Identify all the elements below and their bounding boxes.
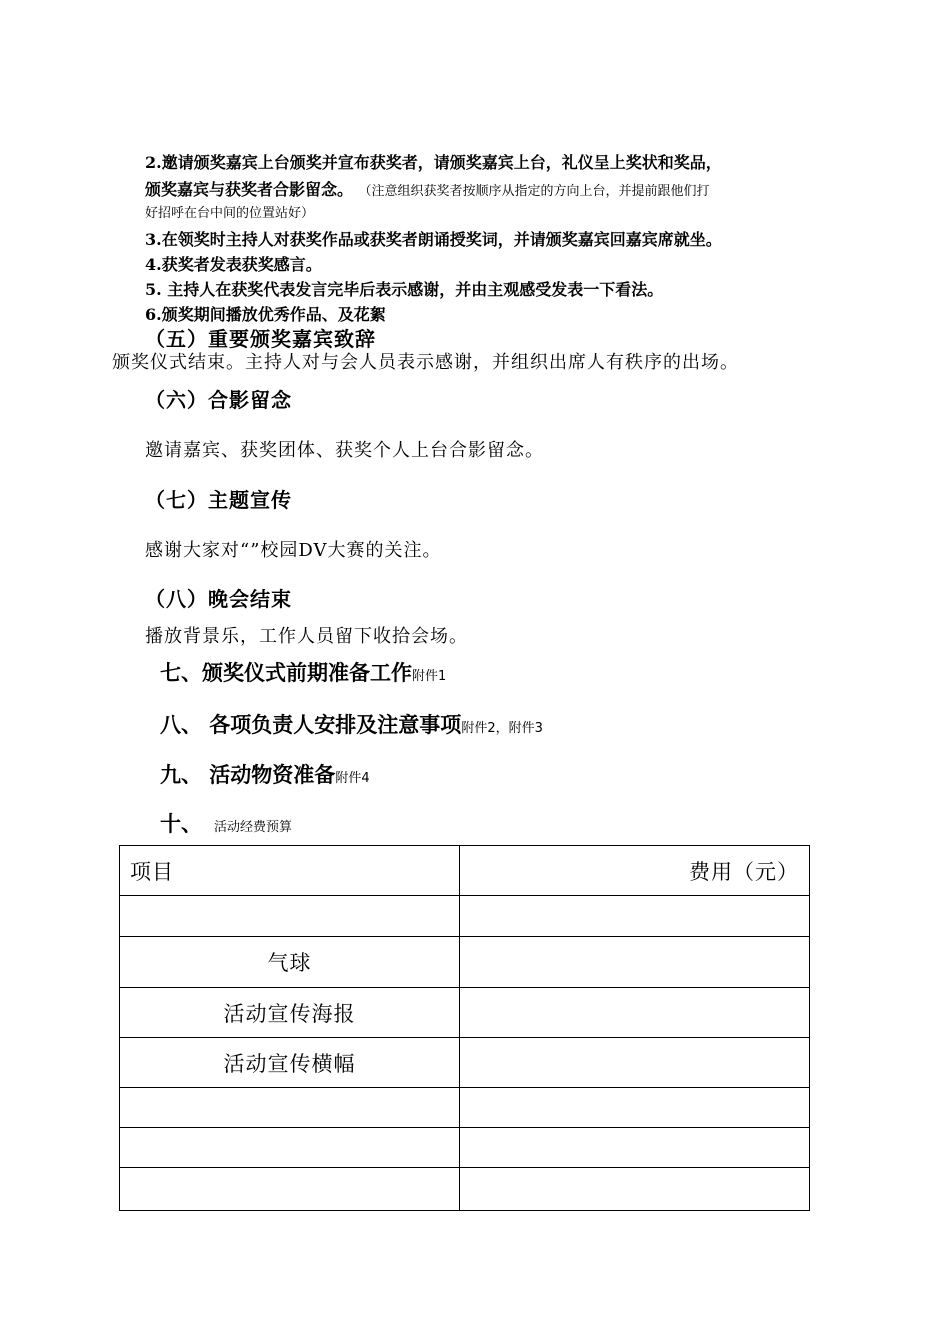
chapter-8-title: 八、 各项负责人安排及注意事项 xyxy=(160,713,462,737)
section-8-body: 播放背景乐，工作人员留下收拾会场。 xyxy=(145,626,468,647)
chapter-7-title: 七、颁奖仪式前期准备工作 xyxy=(160,661,412,685)
row-cost xyxy=(460,1128,810,1168)
header-item: 项目 xyxy=(120,846,460,896)
table-row xyxy=(120,1168,810,1211)
row-cost xyxy=(460,896,810,937)
section-7-title: （七）主题宣传 xyxy=(145,488,292,512)
table-row xyxy=(120,988,810,1038)
section-5-title: （五）重要颁奖嘉宾致辞 xyxy=(145,327,376,351)
section-6-title: （六）合影留念 xyxy=(145,388,292,412)
table-row xyxy=(120,896,810,937)
chapter-8 xyxy=(160,709,543,739)
step-2-line-1: 2.邀请颁奖嘉宾上台颁奖并宣布获奖者，请颁奖嘉宾上台，礼仪呈上奖状和奖品， xyxy=(145,153,722,172)
step-6: 6.颁奖期间播放优秀作品、及花絮 xyxy=(145,305,386,324)
row-cost xyxy=(460,1168,810,1211)
section-7-body: 感谢大家对“”校园DV大赛的关注。 xyxy=(145,540,442,561)
step-3: 3.在领奖时主持人对获奖作品或获奖者朗诵授奖词，并请颁奖嘉宾回嘉宾席就坐。 xyxy=(145,230,722,249)
row-cost xyxy=(460,937,810,988)
chapter-9 xyxy=(160,759,370,789)
section-5-body: 颁奖仪式结束。主持人对与会人员表示感谢，并组织出席人有秩序的出场。 xyxy=(112,352,739,373)
step-2-line-2 xyxy=(145,177,710,200)
step-2-note-b: 好招呼在台中间的位置站好） xyxy=(145,206,315,221)
row-cost xyxy=(460,1088,810,1128)
chapter-10-title: 十、 xyxy=(160,812,202,836)
step-4: 4.获奖者发表获奖感言。 xyxy=(145,255,322,274)
step-2-continuation: 颁奖嘉宾与获奖者合影留念。 xyxy=(145,180,354,199)
table-row xyxy=(120,1038,810,1088)
row-item: 活动宣传横幅 xyxy=(120,1038,460,1088)
chapter-8-attachment: 附件2，附件3 xyxy=(461,721,543,736)
section-6-body: 邀请嘉宾、获奖团体、获奖个人上台合影留念。 xyxy=(145,440,544,461)
row-cost xyxy=(460,1038,810,1088)
row-item xyxy=(120,896,460,937)
budget-table xyxy=(119,845,810,1211)
step-2-note-a: （注意组织获奖者按顺序从指定的方向上台，并提前跟他们打 xyxy=(365,184,710,199)
row-item xyxy=(120,1168,460,1211)
row-cost xyxy=(460,988,810,1038)
section-8-title: （八）晚会结束 xyxy=(145,587,292,611)
chapter-7-attachment: 附件1 xyxy=(412,669,447,684)
chapter-9-title: 九、 活动物资准备 xyxy=(160,763,336,787)
table-header-row xyxy=(120,846,810,896)
chapter-10-attachment: 活动经费预算 xyxy=(214,820,293,835)
table-row xyxy=(120,1128,810,1168)
chapter-10 xyxy=(160,808,292,838)
row-item: 活动宣传海报 xyxy=(120,988,460,1038)
row-item: 气球 xyxy=(120,937,460,988)
step-5: 5. 主持人在获奖代表发言完毕后表示感谢，并由主观感受发表一下看法。 xyxy=(145,280,664,299)
row-item xyxy=(120,1128,460,1168)
row-item xyxy=(120,1088,460,1128)
chapter-9-attachment: 附件4 xyxy=(335,771,370,786)
header-cost: 费用（元） xyxy=(460,846,810,896)
table-row xyxy=(120,1088,810,1128)
chapter-7 xyxy=(160,657,446,687)
table-row xyxy=(120,937,810,988)
